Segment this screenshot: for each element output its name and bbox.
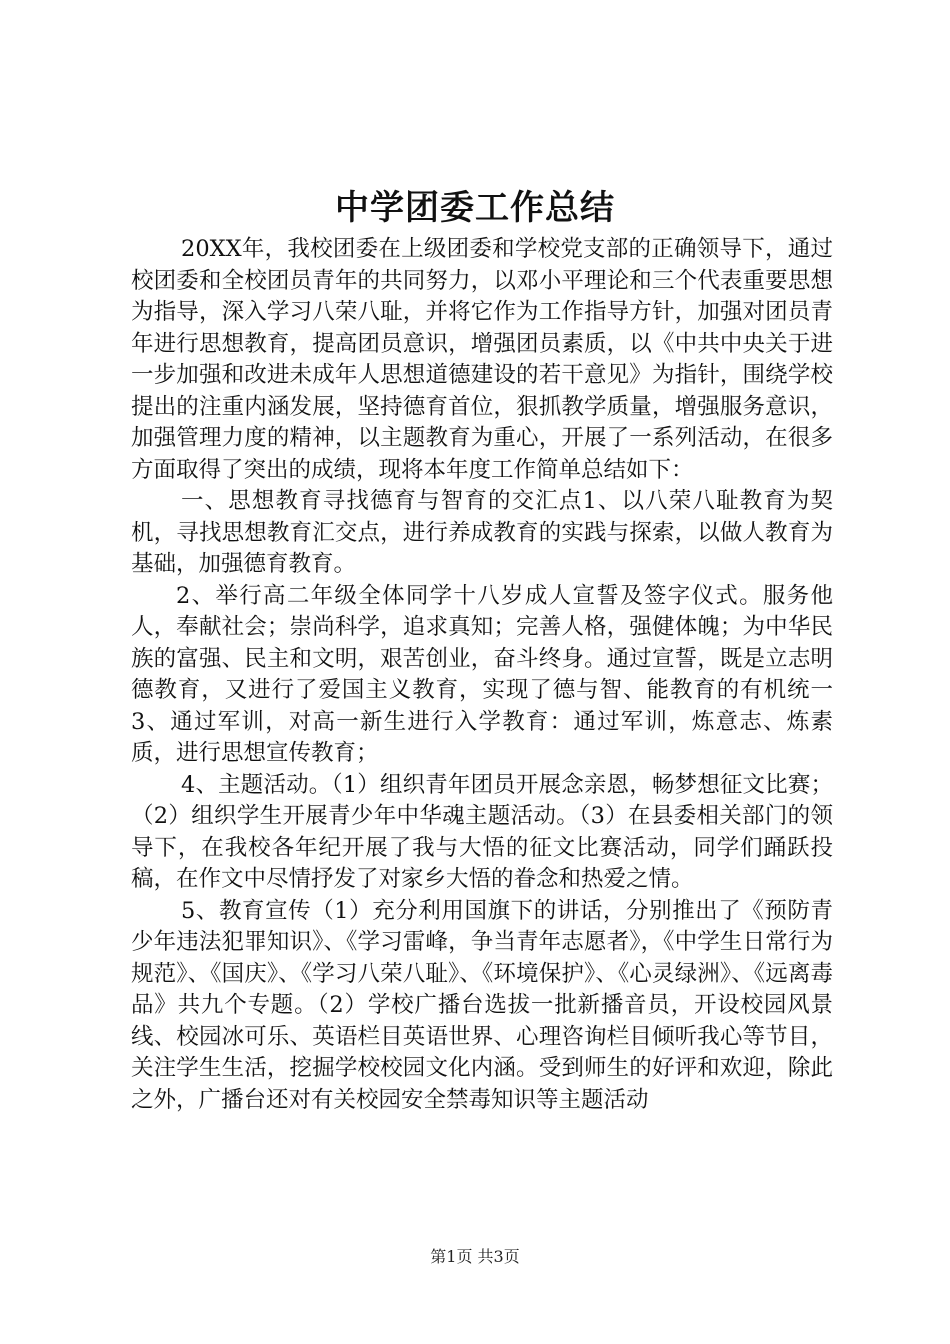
page-number-footer: 第1页 共3页 — [430, 1247, 520, 1266]
paragraph-section-4: 4、主题活动。（1）组织青年团员开展念亲恩，畅梦想征文比赛；（2）组织学生开展青少年中华魂主题活动。（3）在县委相关部门的领导下，在我校各年纪开展了我与大悟的征文比赛活动，同学们踊跃投稿，在作文中尽情抒发了对家乡大悟的眷念和热爱之情。 — [131, 771, 833, 892]
paragraph-section-5: 5、教育宣传（1）充分利用国旗下的讲话，分别推出了《预防青少年违法犯罪知识》、《学习雷峰，争当青年志愿者》，《中学生日常行为规范》、《国庆》、《学习八荣八耻》、《环境保护》、《心灵绿洲》、《远离毒品》共九个专题。（2）学校广播台选拔一批新播音员，开设校园风景线、校园冰可乐、英语栏目英语世界、心理咨询栏目倾听我心等节目，关注学生生活，挖掘学校校园文化内涵。受到师生的好评和欢迎，除此之外，广播台还对有关校园安全禁毒知识等主题活动 — [131, 897, 833, 1113]
paragraph-section-1: 一、思想教育寻找德育与智育的交汇点1、以八荣八耻教育为契机，寻找思想教育汇交点，进行养成教育的实践与探索，以做人教育为基础，加强德育教育。 — [131, 488, 833, 577]
document-title: 中学团委工作总结 — [335, 188, 615, 228]
document-body — [131, 234, 833, 1116]
paragraph-intro: 20XX年，我校团委在上级团委和学校党支部的正确领导下，通过校团委和全校团员青年的共同努力，以邓小平理论和三个代表重要思想为指导，深入学习八荣八耻，并将它作为工作指导方针，加强对团员青年进行思想教育，提高团员意识，增强团员素质，以《中共中央关于进一步加强和改进未成年人思想道德建设的若干意见》为指针，围绕学校提出的注重内涵发展，坚持德育首位，狠抓教学质量，增强服务意识，加强管理力度的精神，以主题教育为重心，开展了一系列活动，在很多方面取得了突出的成绩，现将本年度工作简单总结如下： — [131, 236, 833, 483]
paragraph-section-2: 2、举行高二年级全体同学十八岁成人宣誓及签字仪式。服务他人，奉献社会；崇尚科学，追求真知；完善人格，强健体魄；为中华民族的富强、民主和文明，艰苦创业，奋斗终身。通过宣誓，既是立志明德教育，又进行了爱国主义教育，实现了德与智、能教育的有机统一3、通过军训，对高一新生进行入学教育：通过军训，炼意志、炼素质，进行思想宣传教育； — [131, 582, 833, 766]
